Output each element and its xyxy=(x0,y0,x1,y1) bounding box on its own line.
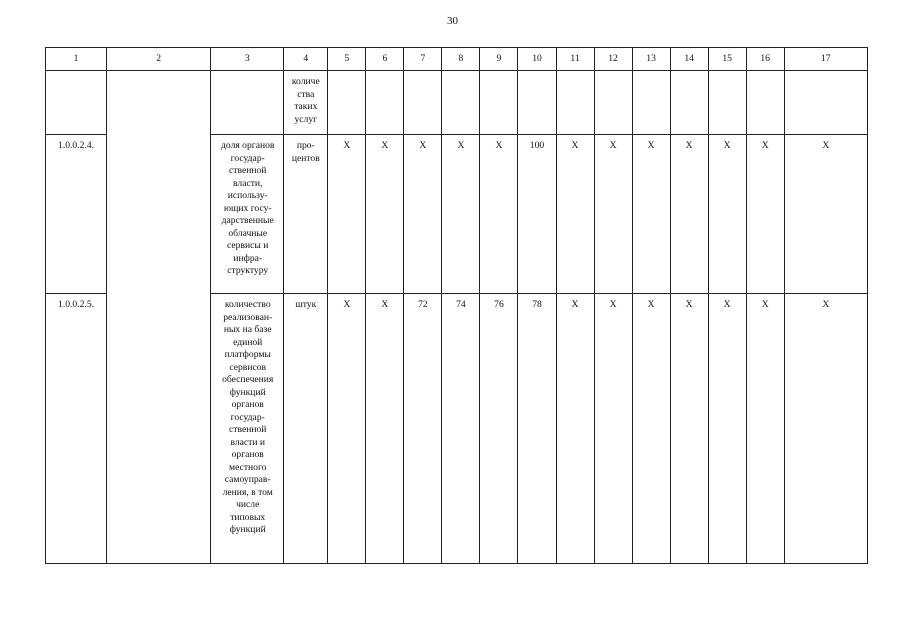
table-cell xyxy=(518,71,556,135)
value-cell xyxy=(442,294,480,564)
column-number: 4 xyxy=(284,48,328,71)
value-cell xyxy=(404,135,442,294)
value-cell xyxy=(518,135,556,294)
table-cell xyxy=(708,71,746,135)
unit-text: про- центов xyxy=(291,140,320,164)
value-text: X xyxy=(609,299,617,310)
unit-cell xyxy=(284,71,328,135)
value-cell xyxy=(480,294,518,564)
value-cell xyxy=(556,135,594,294)
page-number: 30 xyxy=(447,15,458,27)
table-cell xyxy=(556,71,594,135)
unit-cell xyxy=(284,135,328,294)
column-number: 9 xyxy=(480,48,518,71)
value-cell xyxy=(366,294,404,564)
merged-cell xyxy=(107,71,211,564)
value-text: X xyxy=(761,299,769,310)
value-cell xyxy=(518,294,556,564)
table-cell xyxy=(46,71,107,135)
value-text: X xyxy=(822,140,830,151)
value-text: X xyxy=(723,299,731,310)
continuation-row xyxy=(46,71,868,135)
indicator-name-cell xyxy=(211,135,284,294)
indicator-name: количество реализован- ных на базе единой платформы сервисов обеспечения функций органов государ- ственной власти и органов местного самоуправ- ления, в том числе типовых функций xyxy=(222,299,274,535)
column-number: 2 xyxy=(107,48,211,71)
value-text: X xyxy=(381,299,389,310)
value-cell xyxy=(556,294,594,564)
column-number: 15 xyxy=(708,48,746,71)
value-cell xyxy=(480,135,518,294)
value-cell xyxy=(708,135,746,294)
column-number: 7 xyxy=(404,48,442,71)
table-cell xyxy=(746,71,784,135)
table-cell xyxy=(784,71,867,135)
value-cell xyxy=(594,294,632,564)
column-number: 14 xyxy=(670,48,708,71)
table-cell xyxy=(328,71,366,135)
column-number: 16 xyxy=(746,48,784,71)
table-cell xyxy=(442,71,480,135)
value-text: X xyxy=(723,140,731,151)
value-cell xyxy=(594,135,632,294)
value-cell xyxy=(366,135,404,294)
column-number: 11 xyxy=(556,48,594,71)
value-text: X xyxy=(419,140,427,151)
row-code-cell xyxy=(46,294,107,564)
value-cell xyxy=(328,294,366,564)
value-text: X xyxy=(343,299,351,310)
value-cell xyxy=(746,135,784,294)
value-cell xyxy=(632,135,670,294)
value-text: X xyxy=(647,299,655,310)
value-text: X xyxy=(571,299,579,310)
value-cell xyxy=(784,294,867,564)
indicators-table xyxy=(45,47,868,564)
value-text: X xyxy=(609,140,617,151)
value-cell xyxy=(670,135,708,294)
row-code-cell xyxy=(46,135,107,294)
column-number: 8 xyxy=(442,48,480,71)
value-text: X xyxy=(685,140,693,151)
value-text: 74 xyxy=(456,299,466,310)
value-text: 76 xyxy=(494,299,504,310)
table-cell xyxy=(480,71,518,135)
value-text: X xyxy=(822,299,830,310)
value-text: X xyxy=(495,140,503,151)
table-cell xyxy=(366,71,404,135)
table-cell xyxy=(404,71,442,135)
value-text: 78 xyxy=(532,299,542,310)
value-text: 100 xyxy=(529,140,545,151)
value-cell xyxy=(670,294,708,564)
table-cell xyxy=(670,71,708,135)
value-cell xyxy=(784,135,867,294)
table-cell xyxy=(211,71,284,135)
column-number: 12 xyxy=(594,48,632,71)
indicator-name: доля органов государ- ственной власти, использу- ющих госу- дарственные облачные сервисы и инфра- структуру xyxy=(221,140,275,276)
row-code: 1.0.0.2.5. xyxy=(58,299,95,310)
column-number: 3 xyxy=(211,48,284,71)
value-text: 72 xyxy=(418,299,428,310)
column-number: 5 xyxy=(328,48,366,71)
value-text: X xyxy=(761,140,769,151)
value-cell xyxy=(746,294,784,564)
value-text: X xyxy=(343,140,351,151)
column-number: 1 xyxy=(46,48,107,71)
value-cell xyxy=(328,135,366,294)
column-number: 6 xyxy=(366,48,404,71)
indicator-name-cell xyxy=(211,294,284,564)
unit-text: штук xyxy=(295,299,317,310)
column-number-row xyxy=(46,48,868,71)
value-cell xyxy=(404,294,442,564)
column-number: 10 xyxy=(518,48,556,71)
table-cell xyxy=(632,71,670,135)
table-cell xyxy=(594,71,632,135)
column-number: 17 xyxy=(784,48,867,71)
column-number: 13 xyxy=(632,48,670,71)
value-cell xyxy=(442,135,480,294)
unit-cell xyxy=(284,294,328,564)
value-text: X xyxy=(457,140,465,151)
value-cell xyxy=(708,294,746,564)
unit-text: количе ства таких услуг xyxy=(291,76,320,125)
row-code: 1.0.0.2.4. xyxy=(58,140,95,151)
value-text: X xyxy=(381,140,389,151)
value-text: X xyxy=(571,140,579,151)
value-cell xyxy=(632,294,670,564)
value-text: X xyxy=(685,299,693,310)
value-text: X xyxy=(647,140,655,151)
